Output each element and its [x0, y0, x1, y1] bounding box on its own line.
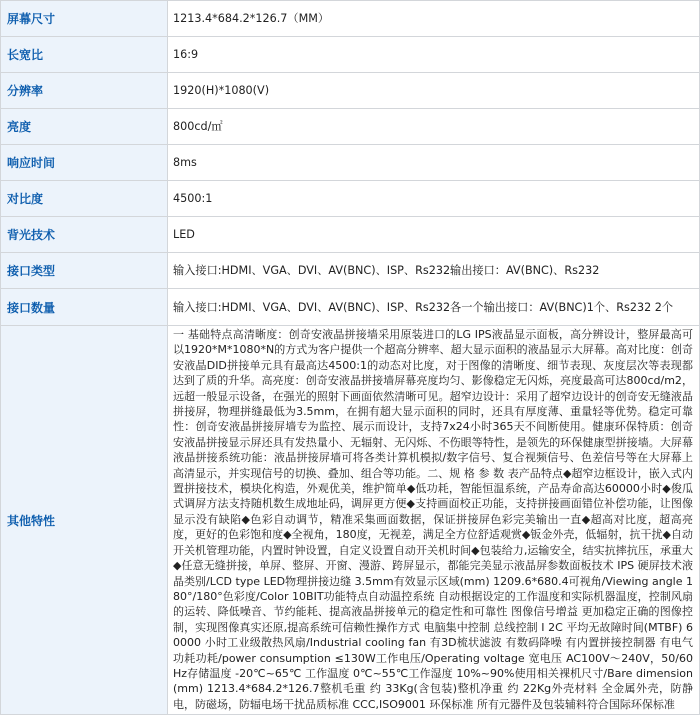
- spec-value: 800cd/㎡: [168, 109, 700, 145]
- spec-row-contrast: [1, 181, 700, 217]
- spec-label: 响应时间: [1, 145, 168, 181]
- spec-value: 输入接口:HDMI、VGA、DVI、AV(BNC)、ISP、Rs232各一个输出接口：AV(BNC)1个、Rs232 2个: [168, 289, 700, 326]
- spec-label: 亮度: [1, 109, 168, 145]
- spec-row-interface-type: [1, 253, 700, 289]
- spec-label: 接口数量: [1, 289, 168, 326]
- spec-row-response-time: [1, 145, 700, 181]
- spec-value: 8ms: [168, 145, 700, 181]
- spec-label: 屏幕尺寸: [1, 1, 168, 37]
- spec-value: LED: [168, 217, 700, 253]
- spec-label: 对比度: [1, 181, 168, 217]
- spec-label: 长宽比: [1, 37, 168, 73]
- spec-row-interface-count: [1, 289, 700, 326]
- spec-row-backlight: [1, 217, 700, 253]
- spec-row-screen-size: [1, 1, 700, 37]
- spec-label: 背光技术: [1, 217, 168, 253]
- spec-label: 分辨率: [1, 73, 168, 109]
- spec-row-other-features: [1, 326, 700, 715]
- spec-row-aspect-ratio: [1, 37, 700, 73]
- spec-label: 其他特性: [1, 326, 168, 715]
- spec-value: 一 基础特点高清晰度：创奇安液晶拼接墙采用原装进口的LG IPS液晶显示面板，高分辨设计，整屏最高可以1920*M*1080*N的方式为客户提供一个超高分辨率、超大显示面积的液晶显示大屏幕。高对比度：创奇安液晶DID拼接单元具有最高达4500:1的动态对比度，对于图像的清晰度、细节表现、灰度层次等表现都达到了质的升华。高亮度：创奇安液晶拼接墙屏幕亮度均匀、影像稳定无闪烁，亮度最高可达800cd/m2，远超一般显示设备，在强光的照射下画面依然清晰可见。超窄边设计：采用了超窄边设计的创奇安无缝液晶拼接屏，物理拼缝最低为3.5mm，在拥有超大显示面积的同时，还具有厚度薄、重量轻等优势。稳定可靠性：创奇安液晶拼接屏墙专为监控、展示而设计，支持7x24小时365天不间断使用。健康环保特质：创奇安液晶拼接显示屏还具有发热量小、无辐射、无闪烁、不伤眼等特性，是领先的环保健康型拼接墙。大屏幕液晶拼接系统功能：液晶拼接屏墙可将各类计算机模拟/数字信号、复合视频信号、色差信号等在大屏幕上高清显示，并实现信号的切换、叠加、组合等功能。二、规 格 参 数 表产品特点◆超窄边框设计，嵌入式内置拼接技术，模块化构造，外观优美，维护简单◆低功耗，智能恒温系统，产品寿命高达60000小时◆俊瓜式调屏方法支持随机数生成地址码，调屏更方便◆支持画面校正功能，支持拼接画面错位补偿功能，让图像显示没有缺陷◆色彩自动调节，精准采集画面数据，保证拼接屏色彩完美输出一直◆超高对比度，超高亮度，更好的色彩饱和度◆全视角，180度，无视差，满足全方位舒适观赏◆钣金外壳，低辐射，抗干扰◆自动开关机管理功能，内置时钟设置，自定义设置自动开关机时间◆包装给力,运输安全，结实抗摔抗压，承重大◆任意无缝拼接，单屏、整屏、开窗、漫游、跨屏显示，都能完美显示液晶屏参数面板技术 IPS 硬屏技术液晶类别/LCD type LED物理拼接边缝 3.5mm有效显示区域(mm) 1209.6*680.4可视角/Viewing angle 180°/180°色彩度/Color 10BIT功能特点自动温控系统 自动根据设定的工作温度和实际机器温度，控制风扇的运转、降低噪音、节约能耗、提高液晶拼接单元的稳定性和可靠性 图像信号增益 更加稳定正确的图像控制，实现图像真实还原,提高系统可信赖性操作方式 电脑集中控制 总线控制 I 2C 平均无故障时间(MTBF) 60000 小时工业级散热风扇/Industrial cooling fan 有3D梳状滤波 有数码降噪 有内置拼接控制器 有电气功耗功耗/power consumption ≤130W工作电压/Operating voltage 宽电压 AC100V～240V，50/60Hz存储温度 -20℃~65℃ 工作温度 0℃~55℃工作湿度 10%~90%使用相关裸机尺寸/Bare dimension(mm) 1213.4*684.2*126.7整机毛重 约 33Kg(含包装)整机净重 约 22Kg外壳材料 全金属外壳，防静电，防磁场，防辐电场干扰品质标准 CCC,ISO9001 环保标准 所有元器件及包装辅料符合国际环保标准: [168, 326, 700, 715]
- spec-value: 1213.4*684.2*126.7（MM）: [168, 1, 700, 37]
- spec-row-brightness: [1, 109, 700, 145]
- spec-value: 16:9: [168, 37, 700, 73]
- spec-row-resolution: [1, 73, 700, 109]
- spec-value: 1920(H)*1080(V): [168, 73, 700, 109]
- spec-value: 4500:1: [168, 181, 700, 217]
- spec-label: 接口类型: [1, 253, 168, 289]
- spec-value: 输入接口:HDMI、VGA、DVI、AV(BNC)、ISP、Rs232输出接口：AV(BNC)、Rs232: [168, 253, 700, 289]
